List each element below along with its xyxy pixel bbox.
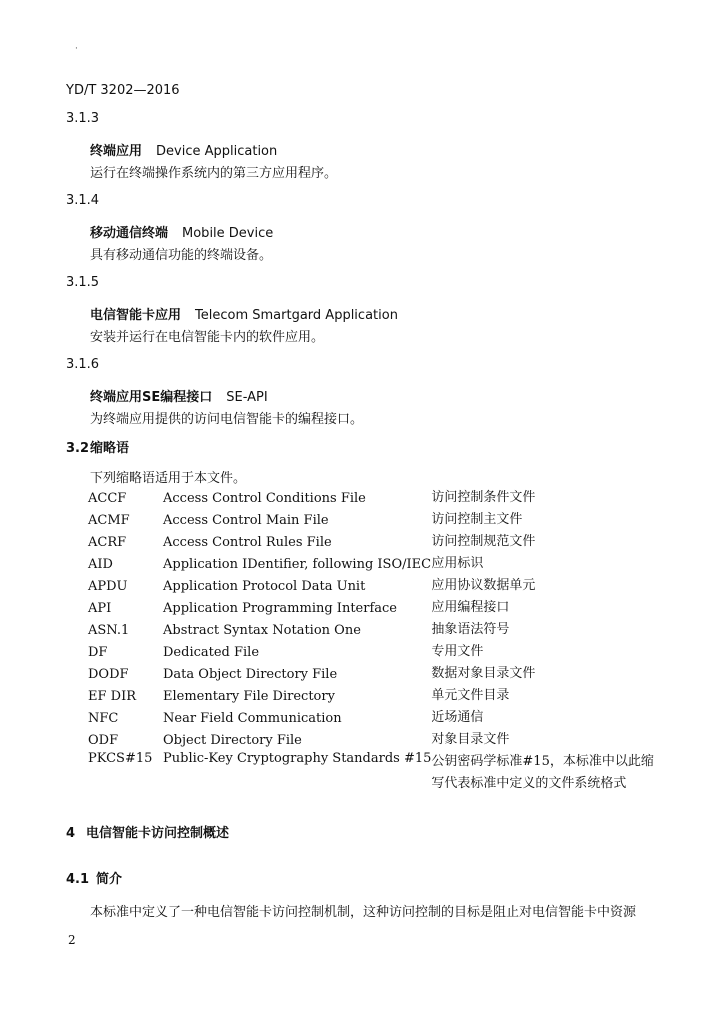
table-row: [88, 641, 654, 663]
section-number: 4: [66, 826, 76, 841]
section-title: 缩略语: [90, 441, 130, 456]
abbreviation-full: Access Control Conditions File: [163, 490, 366, 506]
abbreviation-zh: 应用标识: [431, 556, 484, 571]
term-definition: 运行在终端操作系统内的第三方应用程序。: [90, 166, 338, 181]
term-device-application: [90, 140, 277, 159]
body-paragraph: 本标准中定义了一种电信智能卡访问控制机制，这种访问控制的目标是阻止对电信智能卡中资源: [90, 905, 637, 920]
table-row: [88, 751, 654, 795]
abbreviation: ACMF: [88, 512, 130, 528]
abbreviation: APDU: [88, 578, 128, 594]
abbreviation: ODF: [88, 732, 119, 748]
abbreviation-zh: 数据对象目录文件: [431, 666, 536, 681]
table-row: [88, 729, 654, 751]
abbreviation-full: Application Programming Interface: [163, 600, 397, 616]
abbreviation-full: Dedicated File: [163, 644, 260, 660]
term-definition: 为终端应用提供的访问电信智能卡的编程接口。: [90, 412, 364, 427]
abbreviation-zh-line: 公钥密码学标准#15，本标准中以此缩: [431, 754, 654, 769]
abbreviation-zh: 应用协议数据单元: [431, 578, 536, 593]
table-row: [88, 707, 654, 729]
table-row: [88, 597, 654, 619]
term-zh: 移动通信终端: [90, 226, 169, 241]
term-mobile-device: [90, 222, 273, 241]
table-row: [88, 663, 654, 685]
abbreviations-intro: 下列缩略语适用于本文件。: [90, 471, 247, 486]
abbreviation: API: [88, 600, 112, 616]
abbreviation-full: Application Protocol Data Unit: [163, 578, 366, 594]
section-title: 简介: [96, 872, 123, 887]
abbreviation-zh: 访问控制条件文件: [431, 490, 536, 505]
term-en: Mobile Device: [182, 226, 274, 241]
term-se-api: [90, 386, 268, 405]
abbreviation: PKCS#15: [88, 751, 153, 766]
abbreviation-zh: 应用编程接口: [431, 600, 510, 615]
abbreviation-zh: [431, 751, 653, 795]
abbreviations-table: [88, 487, 654, 795]
abbreviation-zh: 抽象语法符号: [431, 622, 510, 637]
term-definition: 具有移动通信功能的终端设备。: [90, 248, 273, 263]
abbreviation: NFC: [88, 710, 119, 726]
abbreviation: EF DIR: [88, 688, 136, 704]
table-row: [88, 685, 654, 707]
abbreviation-full: Data Object Directory File: [163, 666, 338, 682]
section-number: 3.2: [66, 441, 90, 456]
abbreviation-full: Access Control Rules File: [163, 534, 332, 550]
abbreviation-zh: 访问控制主文件: [431, 512, 523, 527]
table-row: [88, 619, 654, 641]
abbreviation-full: Elementary File Directory: [163, 688, 335, 704]
abbreviation: ACCF: [88, 490, 127, 506]
abbreviation-zh: 近场通信: [431, 710, 484, 725]
table-row: [88, 531, 654, 553]
table-row: [88, 487, 654, 509]
scan-mark: ·: [75, 44, 78, 54]
term-en: Device Application: [156, 144, 278, 159]
term-en: SE-API: [226, 390, 268, 405]
abbreviation-full: Near Field Communication: [163, 710, 342, 726]
page-number: 2: [68, 933, 76, 947]
abbreviation-zh: 专用文件: [431, 644, 484, 659]
table-row: [88, 509, 654, 531]
term-zh: 终端应用SE编程接口: [90, 390, 213, 405]
abbreviation-zh-line: 写代表标准中定义的文件系统格式: [431, 776, 627, 791]
abbreviation-full: Abstract Syntax Notation One: [163, 622, 361, 638]
clause-number-3-1-3: 3.1.3: [66, 111, 100, 126]
abbreviation: ACRF: [88, 534, 127, 550]
abbreviation-full: Application IDentifier, following ISO/IEC: [163, 556, 432, 572]
abbreviation: AID: [88, 556, 113, 572]
term-zh: 电信智能卡应用: [90, 308, 182, 323]
abbreviation-full: Object Directory File: [163, 732, 302, 748]
term-telecom-smartcard-application: [90, 304, 398, 323]
term-zh: 终端应用: [90, 144, 143, 159]
term-en: Telecom Smartgard Application: [195, 308, 398, 323]
table-row: [88, 553, 654, 575]
abbreviation: DODF: [88, 666, 129, 682]
term-definition: 安装并运行在电信智能卡内的软件应用。: [90, 330, 325, 345]
abbreviation: DF: [88, 644, 108, 660]
abbreviation-full: Public-Key Cryptography Standards #15: [163, 751, 432, 766]
section-title: 电信智能卡访问控制概述: [86, 826, 230, 841]
section-heading-3-2: [66, 437, 129, 456]
clause-number-3-1-6: 3.1.6: [66, 357, 100, 372]
standard-number: YD/T 3202—2016: [66, 83, 180, 98]
clause-number-3-1-4: 3.1.4: [66, 193, 100, 208]
section-number: 4.1: [66, 872, 90, 887]
clause-number-3-1-5: 3.1.5: [66, 275, 100, 290]
table-row: [88, 575, 654, 597]
section-heading-4: [66, 822, 229, 841]
abbreviation-zh: 单元文件目录: [431, 688, 510, 703]
abbreviation-zh: 对象目录文件: [431, 732, 510, 747]
section-heading-4-1: [66, 868, 122, 887]
abbreviation: ASN.1: [88, 622, 130, 638]
abbreviation-zh: 访问控制规范文件: [431, 534, 536, 549]
abbreviation-full: Access Control Main File: [163, 512, 329, 528]
